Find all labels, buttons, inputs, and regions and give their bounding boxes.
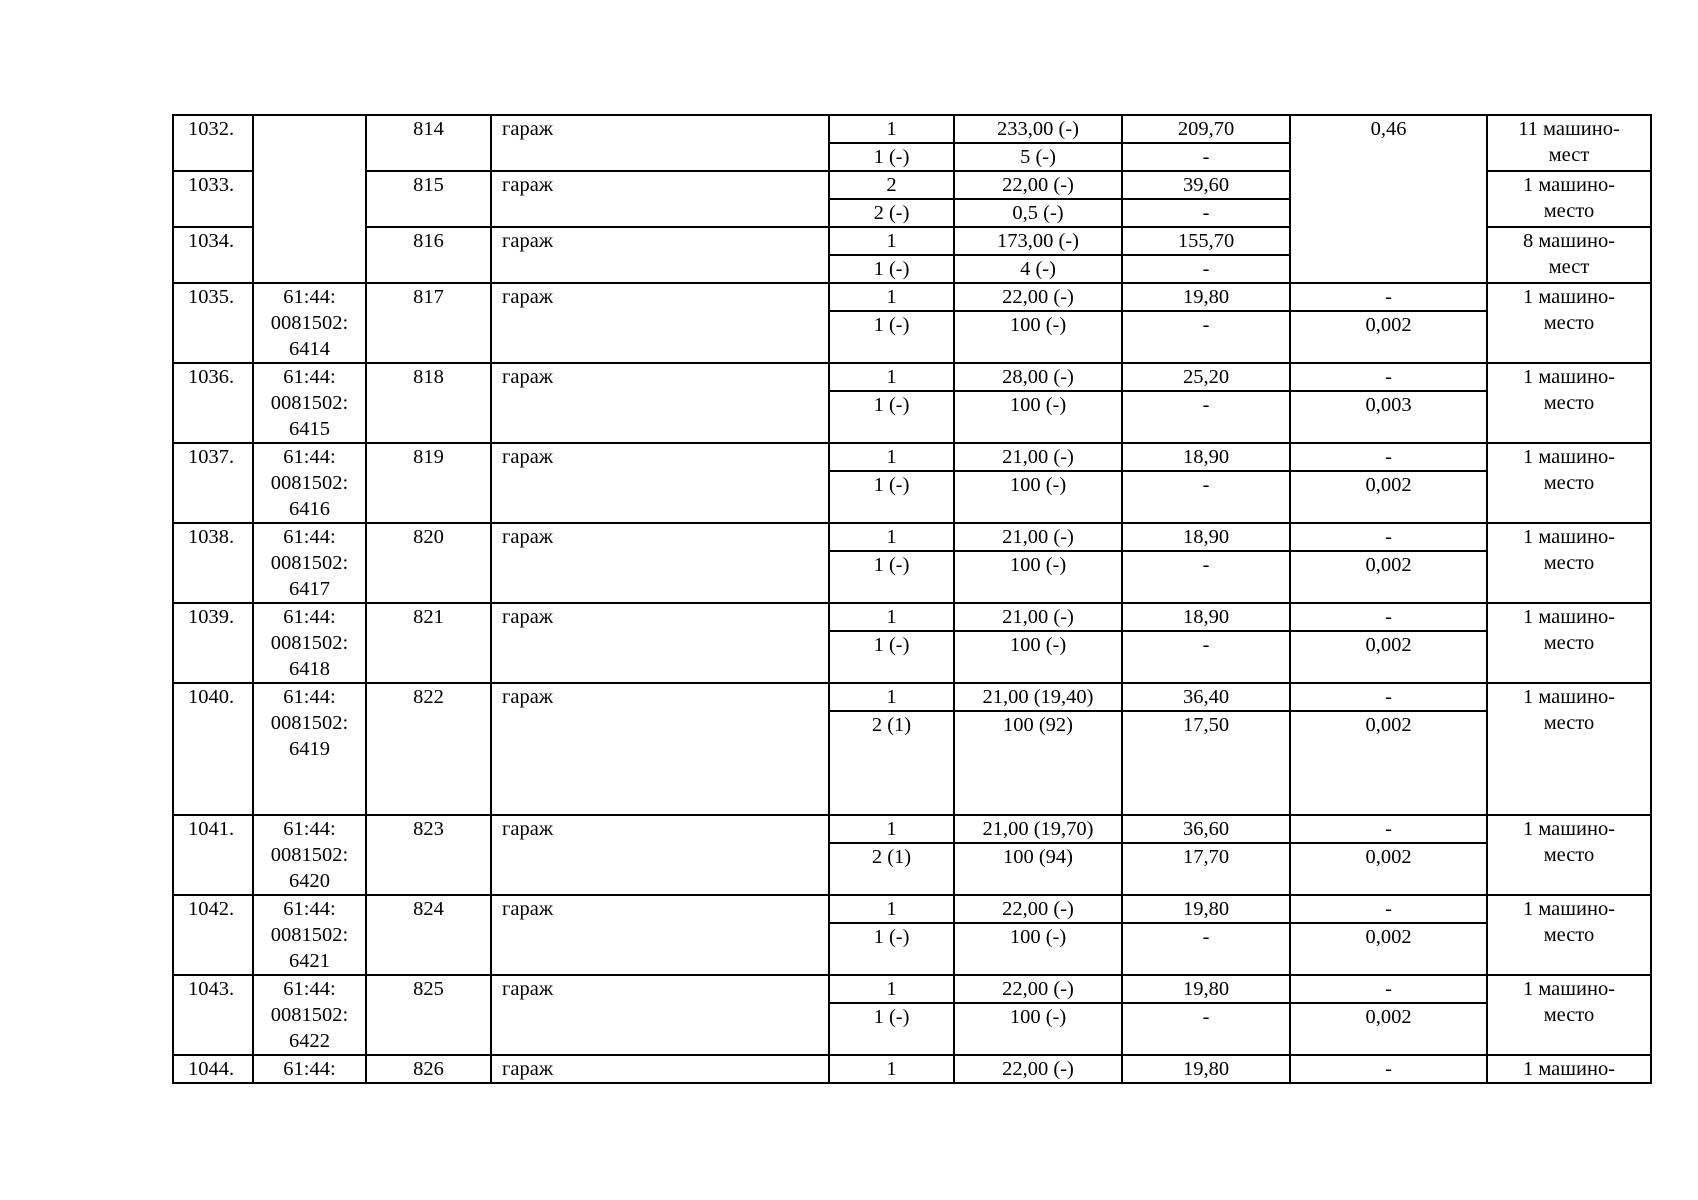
object-number: 816 — [366, 227, 491, 283]
value-a: 1 — [829, 443, 954, 471]
parking-note: 11 машино- мест — [1487, 115, 1651, 171]
cadastral-number: 61:44: 0081502: 6417 — [253, 523, 366, 603]
table-row — [173, 975, 1651, 1003]
subvalue-d: 0,003 — [1290, 391, 1487, 443]
table-row — [173, 895, 1651, 923]
object-type: гараж — [491, 975, 829, 1055]
subvalue-b: 100 (-) — [954, 1003, 1122, 1055]
subvalue-c: 17,50 — [1122, 711, 1290, 815]
subvalue-a: 1 (-) — [829, 311, 954, 363]
parking-note: 1 машино- место — [1487, 683, 1651, 815]
value-a: 2 — [829, 171, 954, 199]
subvalue-b: 100 (-) — [954, 391, 1122, 443]
cadastral-number: 61:44: 0081502: 6420 — [253, 815, 366, 895]
value-d: - — [1290, 683, 1487, 711]
row-number: 1033. — [173, 171, 253, 227]
subvalue-b: 5 (-) — [954, 143, 1122, 171]
value-a: 1 — [829, 603, 954, 631]
row-number: 1042. — [173, 895, 253, 975]
object-number: 814 — [366, 115, 491, 171]
value-d: - — [1290, 1055, 1487, 1083]
subvalue-d: 0,002 — [1290, 923, 1487, 975]
table-row — [173, 603, 1651, 631]
table-row — [173, 283, 1651, 311]
parking-note: 1 машино- место — [1487, 603, 1651, 683]
value-b: 22,00 (-) — [954, 1055, 1122, 1083]
subvalue-b: 100 (-) — [954, 551, 1122, 603]
table-row — [173, 815, 1651, 843]
document-table — [172, 114, 1652, 1084]
value-b: 22,00 (-) — [954, 895, 1122, 923]
subvalue-b: 100 (-) — [954, 471, 1122, 523]
value-a: 1 — [829, 895, 954, 923]
value-c: 155,70 — [1122, 227, 1290, 255]
object-type: гараж — [491, 227, 829, 283]
subvalue-d: 0,002 — [1290, 551, 1487, 603]
subvalue-a: 1 (-) — [829, 143, 954, 171]
subvalue-b: 100 (92) — [954, 711, 1122, 815]
value-b: 21,00 (-) — [954, 443, 1122, 471]
parking-note: 1 машино- место — [1487, 815, 1651, 895]
row-number: 1037. — [173, 443, 253, 523]
table-row — [173, 683, 1651, 711]
parking-note: 1 машино- место — [1487, 283, 1651, 363]
value-c: 18,90 — [1122, 523, 1290, 551]
object-number: 825 — [366, 975, 491, 1055]
value-c: 39,60 — [1122, 171, 1290, 199]
subvalue-c: - — [1122, 551, 1290, 603]
subvalue-a: 2 (1) — [829, 843, 954, 895]
object-number: 815 — [366, 171, 491, 227]
object-type: гараж — [491, 115, 829, 171]
value-d: - — [1290, 975, 1487, 1003]
parking-note: 1 машино- место — [1487, 975, 1651, 1055]
value-a: 1 — [829, 283, 954, 311]
parking-note: 8 машино- мест — [1487, 227, 1651, 283]
table-row — [173, 115, 1651, 143]
subvalue-a: 1 (-) — [829, 923, 954, 975]
table-row — [173, 1055, 1651, 1083]
value-c: 19,80 — [1122, 975, 1290, 1003]
subvalue-d: 0,002 — [1290, 631, 1487, 683]
value-c: 36,60 — [1122, 815, 1290, 843]
value-d: - — [1290, 523, 1487, 551]
value-c: 36,40 — [1122, 683, 1290, 711]
object-type: гараж — [491, 895, 829, 975]
subvalue-d: 0,002 — [1290, 843, 1487, 895]
subvalue-a: 1 (-) — [829, 471, 954, 523]
value-c: 25,20 — [1122, 363, 1290, 391]
subvalue-a: 2 (-) — [829, 199, 954, 227]
subvalue-b: 100 (-) — [954, 631, 1122, 683]
object-number: 817 — [366, 283, 491, 363]
value-c: 19,80 — [1122, 283, 1290, 311]
object-type: гараж — [491, 603, 829, 683]
subvalue-d: 0,002 — [1290, 711, 1487, 815]
subvalue-d: 0,002 — [1290, 311, 1487, 363]
object-number: 818 — [366, 363, 491, 443]
value-b: 22,00 (-) — [954, 171, 1122, 199]
subvalue-b: 100 (94) — [954, 843, 1122, 895]
row-number: 1038. — [173, 523, 253, 603]
table-row — [173, 363, 1651, 391]
subvalue-d: 0,002 — [1290, 471, 1487, 523]
subvalue-a: 1 (-) — [829, 391, 954, 443]
value-d: - — [1290, 363, 1487, 391]
object-type: гараж — [491, 1055, 829, 1083]
subvalue-a: 1 (-) — [829, 255, 954, 283]
value-c: 19,80 — [1122, 895, 1290, 923]
value-d: - — [1290, 603, 1487, 631]
parking-note: 1 машино- место — [1487, 363, 1651, 443]
subvalue-a: 1 (-) — [829, 551, 954, 603]
value-b: 28,00 (-) — [954, 363, 1122, 391]
subvalue-c: - — [1122, 631, 1290, 683]
row-number: 1041. — [173, 815, 253, 895]
object-type: гараж — [491, 283, 829, 363]
value-a: 1 — [829, 975, 954, 1003]
subvalue-b: 4 (-) — [954, 255, 1122, 283]
object-type: гараж — [491, 523, 829, 603]
object-number: 823 — [366, 815, 491, 895]
value-d: - — [1290, 815, 1487, 843]
object-type: гараж — [491, 815, 829, 895]
value-a: 1 — [829, 523, 954, 551]
value-a: 1 — [829, 363, 954, 391]
value-b: 173,00 (-) — [954, 227, 1122, 255]
subvalue-b: 100 (-) — [954, 311, 1122, 363]
subvalue-b: 0,5 (-) — [954, 199, 1122, 227]
cadastral-number: 61:44: 0081502: 6418 — [253, 603, 366, 683]
cadastral-number: 61:44: 0081502: 6422 — [253, 975, 366, 1055]
parking-note: 1 машино- место — [1487, 523, 1651, 603]
value-a: 1 — [829, 683, 954, 711]
value-a: 1 — [829, 1055, 954, 1083]
parking-note: 1 машино- место — [1487, 443, 1651, 523]
row-number: 1040. — [173, 683, 253, 815]
cadastral-number: 61:44: 0081502: 6421 — [253, 895, 366, 975]
value-b: 22,00 (-) — [954, 283, 1122, 311]
object-type: гараж — [491, 683, 829, 815]
subvalue-c: - — [1122, 1003, 1290, 1055]
row-number: 1036. — [173, 363, 253, 443]
value-a: 1 — [829, 815, 954, 843]
object-number: 824 — [366, 895, 491, 975]
subvalue-c: - — [1122, 923, 1290, 975]
subvalue-c: - — [1122, 391, 1290, 443]
object-number: 826 — [366, 1055, 491, 1083]
table-row — [173, 443, 1651, 471]
object-number: 819 — [366, 443, 491, 523]
value-d: - — [1290, 443, 1487, 471]
value-b: 21,00 (19,70) — [954, 815, 1122, 843]
row-number: 1044. — [173, 1055, 253, 1083]
value-c: 18,90 — [1122, 443, 1290, 471]
subvalue-c: - — [1122, 255, 1290, 283]
subvalue-d: 0,002 — [1290, 1003, 1487, 1055]
object-number: 821 — [366, 603, 491, 683]
value-d: - — [1290, 283, 1487, 311]
value-b: 22,00 (-) — [954, 975, 1122, 1003]
value-d: - — [1290, 895, 1487, 923]
subvalue-a: 1 (-) — [829, 631, 954, 683]
cadastral-number: 61:44: 0081502: 6419 — [253, 683, 366, 815]
cadastral-number: 61:44: — [253, 1055, 366, 1083]
value-a: 1 — [829, 115, 954, 143]
subvalue-a: 1 (-) — [829, 1003, 954, 1055]
subvalue-a: 2 (1) — [829, 711, 954, 815]
value-b: 21,00 (-) — [954, 523, 1122, 551]
object-type: гараж — [491, 171, 829, 227]
subvalue-c: - — [1122, 143, 1290, 171]
value-c: 19,80 — [1122, 1055, 1290, 1083]
subvalue-b: 100 (-) — [954, 923, 1122, 975]
row-number: 1035. — [173, 283, 253, 363]
subvalue-c: - — [1122, 471, 1290, 523]
value-b: 21,00 (-) — [954, 603, 1122, 631]
object-type: гараж — [491, 443, 829, 523]
row-number: 1039. — [173, 603, 253, 683]
object-number: 820 — [366, 523, 491, 603]
subvalue-c: - — [1122, 311, 1290, 363]
subvalue-c: 17,70 — [1122, 843, 1290, 895]
cadastral-number: 61:44: 0081502: 6414 — [253, 283, 366, 363]
value-d: 0,46 — [1290, 115, 1487, 283]
subvalue-c: - — [1122, 199, 1290, 227]
cadastral-number: 61:44: 0081502: 6416 — [253, 443, 366, 523]
table-row — [173, 523, 1651, 551]
row-number: 1034. — [173, 227, 253, 283]
row-number: 1043. — [173, 975, 253, 1055]
object-number: 822 — [366, 683, 491, 815]
value-c: 18,90 — [1122, 603, 1290, 631]
cadastral-number: 61:44: 0081502: 6415 — [253, 363, 366, 443]
row-number: 1032. — [173, 115, 253, 171]
cadastral-number — [253, 115, 366, 283]
value-a: 1 — [829, 227, 954, 255]
value-b: 21,00 (19,40) — [954, 683, 1122, 711]
object-type: гараж — [491, 363, 829, 443]
parking-note: 1 машино- — [1487, 1055, 1651, 1083]
parking-note: 1 машино- место — [1487, 895, 1651, 975]
parking-note: 1 машино- место — [1487, 171, 1651, 227]
value-c: 209,70 — [1122, 115, 1290, 143]
value-b: 233,00 (-) — [954, 115, 1122, 143]
